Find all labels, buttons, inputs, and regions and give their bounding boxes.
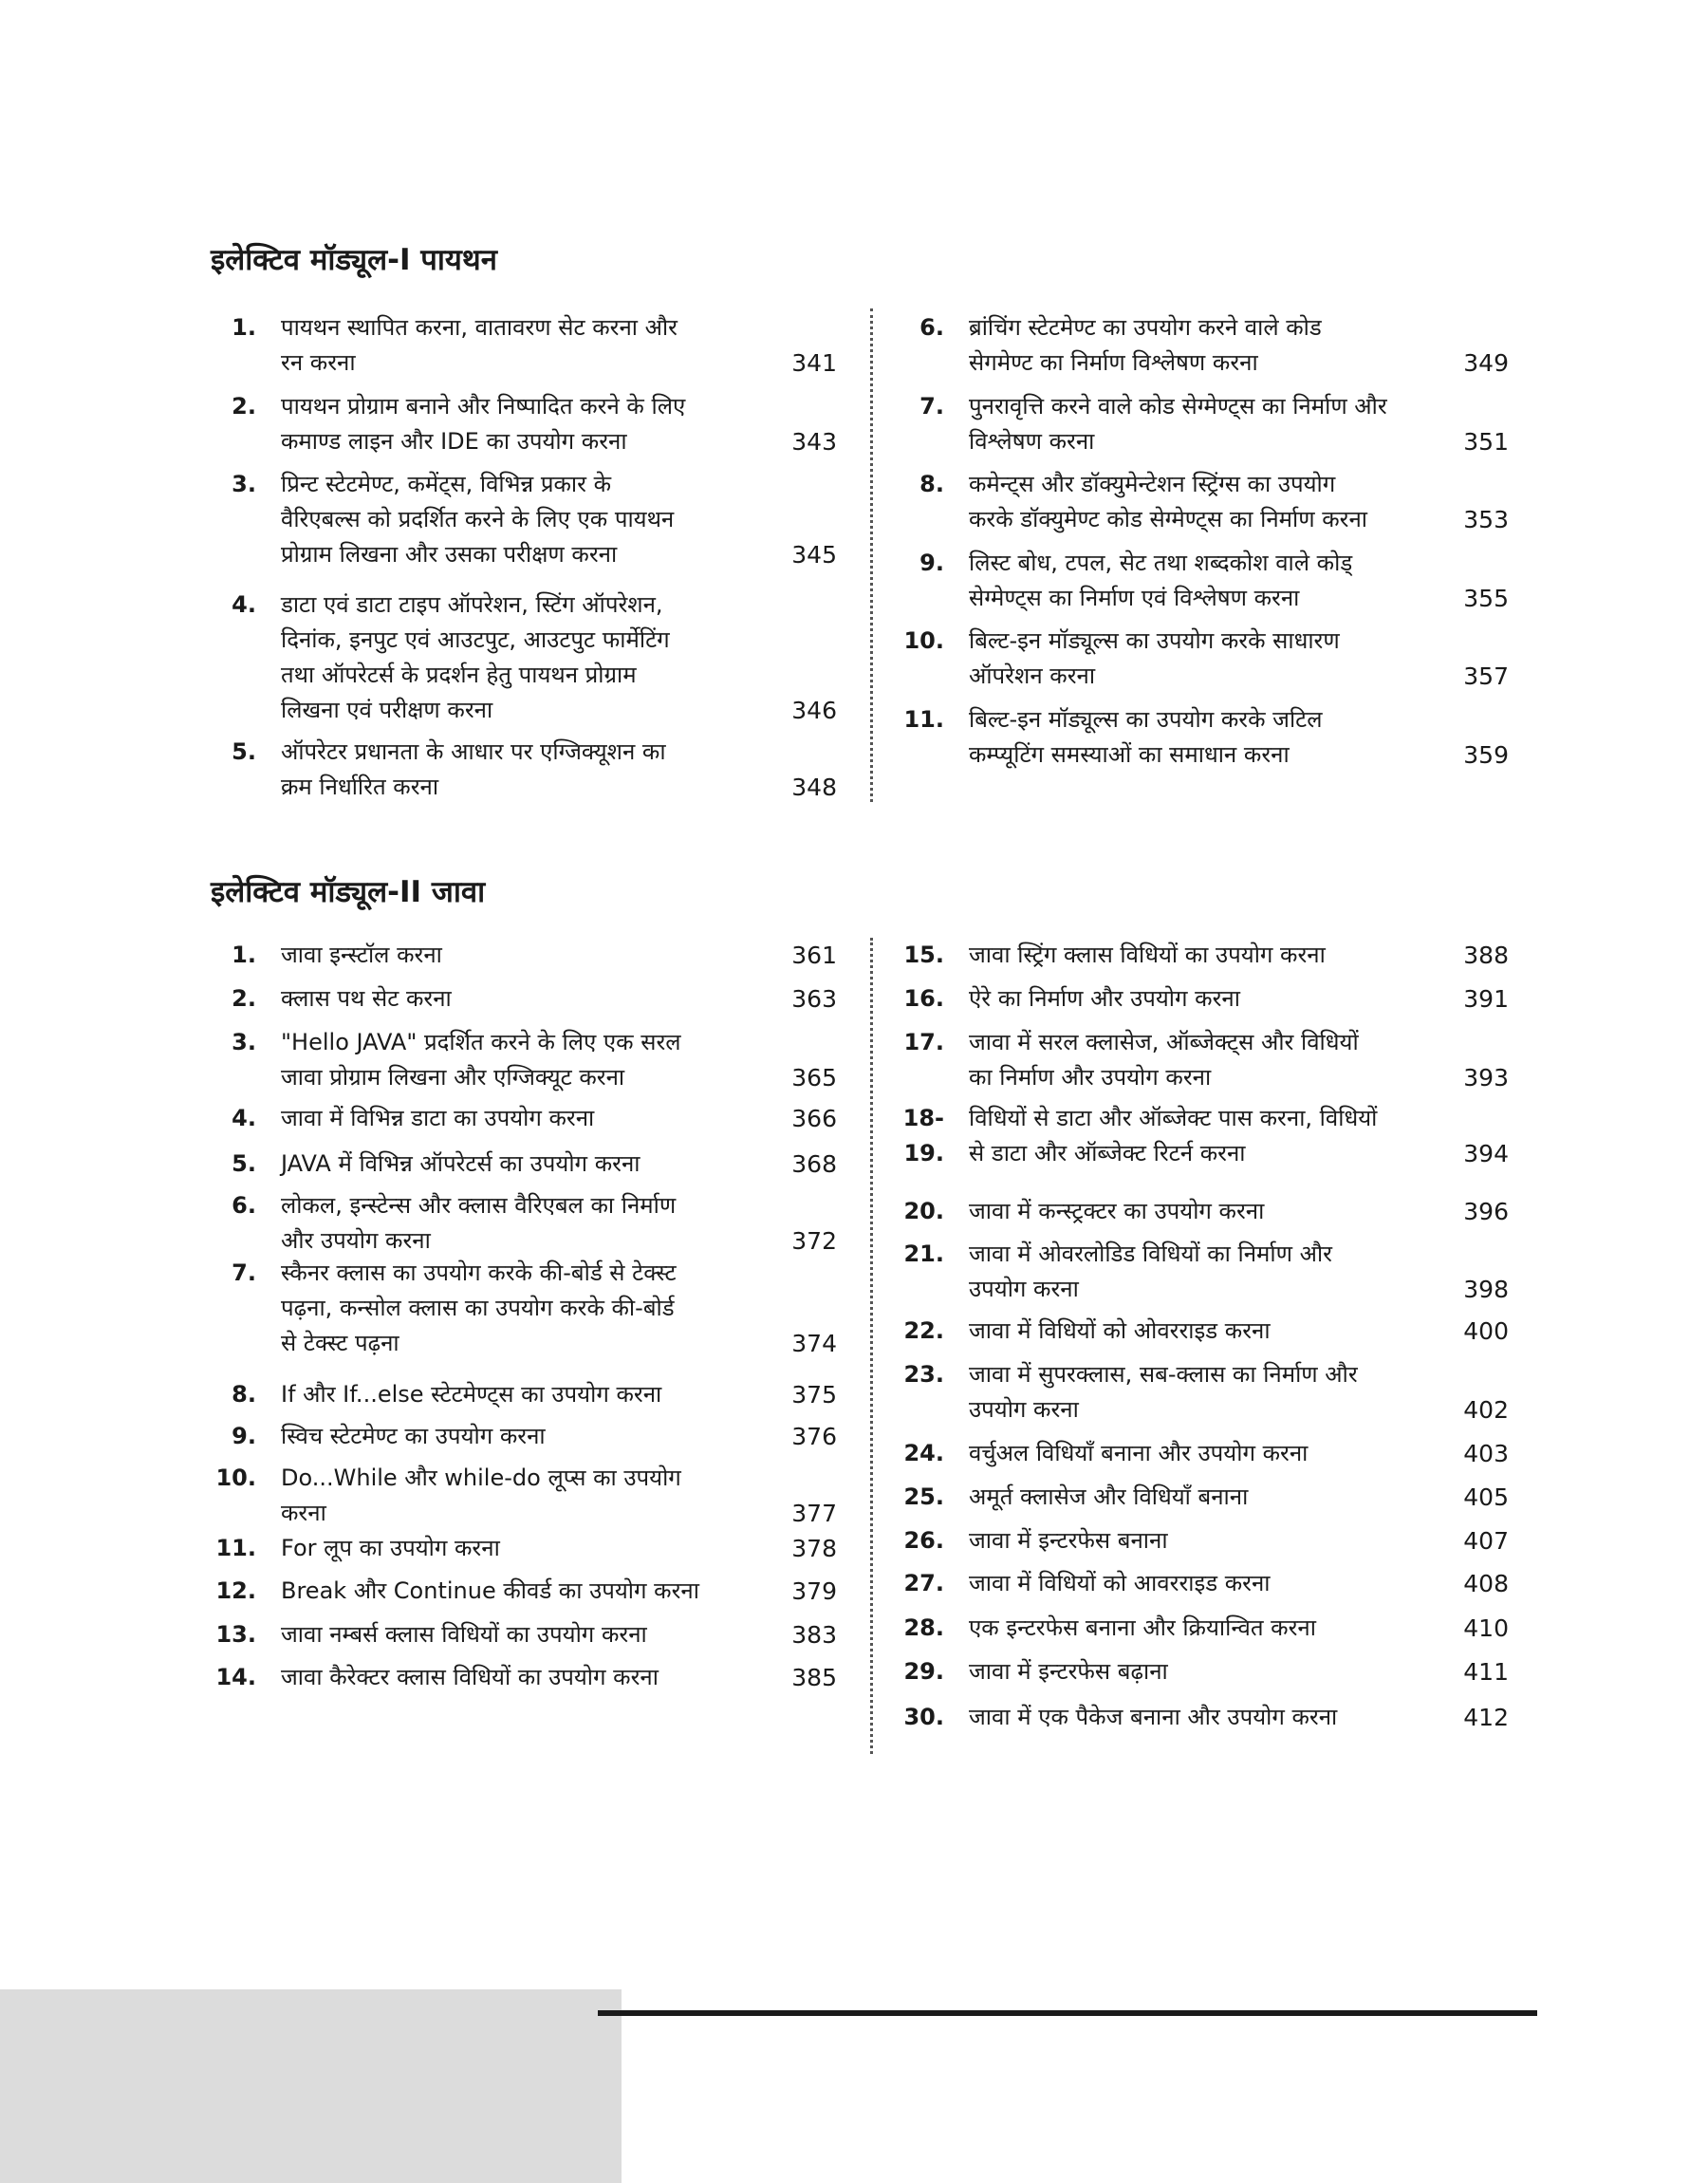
- entry-number: 27.: [903, 1570, 944, 1596]
- entry-page-number: 376: [791, 1423, 837, 1450]
- entry-number: 1.: [232, 942, 256, 968]
- entry-number: 2.: [232, 985, 256, 1012]
- entry-number: 3.: [232, 1029, 256, 1055]
- entry-page-number: 394: [1463, 1140, 1509, 1167]
- entry-number: 11.: [903, 706, 944, 733]
- toc-entry: [878, 546, 1509, 616]
- entry-page-number: 408: [1463, 1570, 1509, 1597]
- entry-title: जावा में ओवरलोडिड विधियों का निर्माण और उपयोग करना: [969, 1241, 1332, 1302]
- entry-number: 7.: [232, 1259, 256, 1286]
- entry-page-number: 341: [791, 349, 837, 377]
- entry-number: 11.: [215, 1535, 256, 1561]
- entry-page-number: 400: [1463, 1317, 1509, 1345]
- entry-title: विधियों से डाटा और ऑब्जेक्ट पास करना, विधियों से डाटा और ऑब्जेक्ट रिटर्न करना: [969, 1105, 1378, 1166]
- column-divider: [870, 308, 873, 802]
- toc-entry: [190, 1461, 837, 1531]
- entry-number: 5.: [232, 738, 256, 765]
- entry-number: 10.: [903, 627, 944, 654]
- entry-number: 12.: [215, 1577, 256, 1604]
- toc-entry: [190, 389, 837, 459]
- toc-entry: [878, 1523, 1509, 1558]
- entry-title: वर्चुअल विधियाँ बनाना और उपयोग करना: [969, 1440, 1309, 1466]
- toc-entry: [878, 624, 1509, 694]
- entry-title: जावा में विधियों को ओवरराइड करना: [969, 1317, 1271, 1344]
- entry-page-number: 353: [1463, 506, 1509, 533]
- toc-entry: [190, 310, 837, 381]
- entry-number: 24.: [903, 1440, 944, 1466]
- entry-title: क्लास पथ सेट करना: [281, 985, 452, 1012]
- entry-title: कमेन्ट्स और डॉक्युमेन्टेशन स्ट्रिंग्स का उपयोग करके डॉक्युमेण्ट कोड सेग्मेण्ट्स का निर्माण करना: [969, 471, 1368, 532]
- entry-title: बिल्ट-इन मॉड्यूल्स का उपयोग करके जटिल कम्प्यूटिंग समस्याओं का समाधान करना: [969, 706, 1323, 768]
- entry-page-number: 403: [1463, 1440, 1509, 1467]
- entry-number: 23.: [903, 1361, 944, 1388]
- entry-number: 9.: [919, 550, 944, 576]
- entry-page-number: 410: [1463, 1614, 1509, 1642]
- entry-number: 9.: [232, 1423, 256, 1449]
- entry-title: जावा कैरेक्टर क्लास विधियों का उपयोग करना: [281, 1664, 659, 1690]
- entry-number: 22.: [903, 1317, 944, 1344]
- toc-entry: [190, 1256, 837, 1361]
- toc-entry: [878, 1025, 1509, 1095]
- toc-entry: [878, 1237, 1509, 1307]
- entry-title: If और If...else स्टेटमेण्ट्स का उपयोग करना: [281, 1381, 662, 1408]
- entry-title: लिस्ट बोध, टपल, सेट तथा शब्दकोश वाले कोड् सेग्मेण्ट्स का निर्माण एवं विश्लेषण करना: [969, 550, 1353, 611]
- entry-page-number: 378: [791, 1535, 837, 1562]
- entry-number: 3.: [232, 471, 256, 497]
- entry-page-number: 388: [1463, 942, 1509, 969]
- entry-page-number: 407: [1463, 1527, 1509, 1555]
- entry-number: 2.: [232, 393, 256, 420]
- entry-number: 8.: [919, 471, 944, 497]
- toc-entry: [878, 1700, 1509, 1735]
- toc-entry: [190, 1377, 837, 1412]
- entry-title: जावा में कन्स्ट्रक्टर का उपयोग करना: [969, 1198, 1265, 1224]
- entry-page-number: 349: [1463, 349, 1509, 377]
- entry-page-number: 357: [1463, 662, 1509, 690]
- entry-number: 26.: [903, 1527, 944, 1554]
- toc-entry: [190, 467, 837, 572]
- toc-entry: [878, 1357, 1509, 1427]
- entry-number: 14.: [215, 1664, 256, 1690]
- entry-page-number: 345: [791, 541, 837, 569]
- column-divider: [870, 938, 873, 1754]
- entry-page-number: 412: [1463, 1704, 1509, 1731]
- entry-number: 6.: [232, 1192, 256, 1219]
- footer-gray-block: [0, 1989, 622, 2183]
- toc-entry: [878, 1654, 1509, 1689]
- toc-entry: [190, 1660, 837, 1695]
- entry-page-number: 355: [1463, 585, 1509, 612]
- toc-entry: [190, 1574, 837, 1609]
- entry-title: डाटा एवं डाटा टाइप ऑपरेशन, स्टिंग ऑपरेशन, दिनांक, इनपुट एवं आउटपुट, आउटपुट फार्मेटिंग तथा ऑपरेटर्स के प्रदर्शन हेतु पायथन प्रोग्राम लिखना एवं परीक्षण करना: [281, 591, 670, 723]
- entry-number: 17.: [903, 1029, 944, 1055]
- entry-title: जावा में एक पैकेज बनाना और उपयोग करना: [969, 1704, 1338, 1730]
- toc-entry: [878, 1611, 1509, 1646]
- entry-title: "Hello JAVA" प्रदर्शित करने के लिए एक सरल जावा प्रोग्राम लिखना और एग्जिक्यूट करना: [281, 1029, 681, 1091]
- entry-number: 1.: [232, 314, 256, 341]
- entry-title: For लूप का उपयोग करना: [281, 1535, 500, 1561]
- entry-number: 5.: [232, 1150, 256, 1177]
- entry-title: अमूर्त क्लासेज और विधियाँ बनाना: [969, 1483, 1249, 1510]
- toc-entry: [878, 310, 1509, 381]
- entry-title: प्रिन्ट स्टेटमेण्ट, कमेंट्स, विभिन्न प्रकार के वैरिएबल्स को प्रदर्शित करने के लिए एक पायथन प्रोग्राम लिखना और उसका परीक्षण करना: [281, 471, 675, 568]
- entry-title: जावा में इन्टरफेस बनाना: [969, 1527, 1168, 1554]
- entry-number: 21.: [903, 1241, 944, 1267]
- entry-title: ऐरे का निर्माण और उपयोग करना: [969, 985, 1240, 1012]
- entry-number: 4.: [232, 591, 256, 618]
- entry-page-number: 363: [791, 985, 837, 1013]
- java-toc-left-column: [190, 938, 837, 1745]
- entry-title: जावा स्ट्रिंग क्लास विधियों का उपयोग करना: [969, 942, 1326, 968]
- toc-entry: [190, 1025, 837, 1095]
- entry-title: स्विच स्टेटमेण्ट का उपयोग करना: [281, 1423, 546, 1449]
- entry-number: 25.: [903, 1483, 944, 1510]
- toc-entry: [190, 981, 837, 1017]
- entry-page-number: 385: [791, 1664, 837, 1691]
- entry-page-number: 374: [791, 1330, 837, 1357]
- entry-title: जावा इन्स्टॉल करना: [281, 942, 442, 968]
- entry-number: 20.: [903, 1198, 944, 1224]
- toc-entry: [878, 938, 1509, 973]
- entry-page-number: 402: [1463, 1396, 1509, 1424]
- entry-number: 7.: [919, 393, 944, 420]
- entry-page-number: 368: [791, 1150, 837, 1178]
- python-toc-left-column: [190, 310, 837, 804]
- entry-number: 29.: [903, 1658, 944, 1685]
- entry-title: स्कैनर क्लास का उपयोग करके की-बोर्ड से टेक्स्ट पढ़ना, कन्सोल क्लास का उपयोग करके की-बोर्ड से टेक्स्ट पढ़ना: [281, 1259, 677, 1356]
- entry-page-number: 375: [791, 1381, 837, 1409]
- toc-entry: [190, 1419, 837, 1454]
- toc-entry: [878, 389, 1509, 459]
- entry-page-number: 361: [791, 942, 837, 969]
- entry-title: JAVA में विभिन्न ऑपरेटर्स का उपयोग करना: [281, 1150, 640, 1177]
- entry-number: 16.: [903, 985, 944, 1012]
- toc-entry: [190, 1147, 837, 1182]
- toc-entry: [190, 735, 837, 805]
- toc-entry: [878, 1101, 1509, 1171]
- section-title-java: इलेक्टिव मॉड्यूल-II जावा: [211, 875, 486, 909]
- entry-page-number: 351: [1463, 428, 1509, 456]
- entry-page-number: 383: [791, 1621, 837, 1649]
- entry-page-number: 411: [1463, 1658, 1509, 1686]
- entry-title: जावा में इन्टरफेस बढ़ाना: [969, 1658, 1168, 1685]
- toc-entry: [190, 1101, 837, 1136]
- toc-entry: [878, 1436, 1509, 1471]
- toc-entry: [878, 981, 1509, 1017]
- toc-entry: [878, 1480, 1509, 1515]
- toc-entry: [190, 1188, 837, 1259]
- toc-entry: [190, 1617, 837, 1652]
- entry-page-number: 372: [791, 1227, 837, 1255]
- toc-entry: [878, 1314, 1509, 1349]
- entry-page-number: 359: [1463, 741, 1509, 769]
- entry-number: 13.: [215, 1621, 256, 1648]
- entry-page-number: 366: [791, 1105, 837, 1132]
- entry-number: 30.: [903, 1704, 944, 1730]
- toc-entry: [190, 588, 837, 728]
- entry-title: ऑपरेटर प्रधानता के आधार पर एग्जिक्यूशन का क्रम निर्धारित करना: [281, 738, 666, 800]
- entry-title: ब्रांचिंग स्टेटमेण्ट का उपयोग करने वाले कोड सेगमेण्ट का निर्माण विश्लेषण करना: [969, 314, 1322, 376]
- entry-title: जावा में विभिन्न डाटा का उपयोग करना: [281, 1105, 595, 1131]
- entry-page-number: 343: [791, 428, 837, 456]
- entry-title: जावा में सरल क्लासेज, ऑब्जेक्ट्स और विधियों का निर्माण और उपयोग करना: [969, 1029, 1359, 1091]
- entry-page-number: 379: [791, 1577, 837, 1605]
- entry-page-number: 348: [791, 774, 837, 801]
- entry-number: 28.: [903, 1614, 944, 1641]
- entry-title: Break और Continue कीवर्ड का उपयोग करना: [281, 1577, 699, 1604]
- entry-title: जावा में विधियों को आवरराइड करना: [969, 1570, 1271, 1596]
- entry-title: एक इन्टरफेस बनाना और क्रियान्वित करना: [969, 1614, 1316, 1641]
- entry-title: पायथन स्थापित करना, वातावरण सेट करना और रन करना: [281, 314, 678, 376]
- footer-rule: [598, 2010, 1537, 2016]
- entry-page-number: 377: [791, 1500, 837, 1527]
- toc-entry: [878, 702, 1509, 773]
- java-toc-right-column: [878, 938, 1509, 1745]
- entry-page-number: 405: [1463, 1483, 1509, 1511]
- entry-number: 4.: [232, 1105, 256, 1131]
- entry-title: पायथन प्रोग्राम बनाने और निष्पादित करने के लिए कमाण्ड लाइन और IDE का उपयोग करना: [281, 393, 686, 455]
- entry-page-number: 393: [1463, 1064, 1509, 1092]
- entry-title: लोकल, इन्स्टेन्स और क्लास वैरिएबल का निर्माण और उपयोग करना: [281, 1192, 677, 1254]
- entry-number: 18-19.: [902, 1105, 944, 1166]
- entry-number: 6.: [919, 314, 944, 341]
- entry-title: जावा में सुपरक्लास, सब-क्लास का निर्माण और उपयोग करना: [969, 1361, 1358, 1423]
- entry-number: 8.: [232, 1381, 256, 1408]
- toc-entry: [878, 1194, 1509, 1229]
- entry-number: 10.: [215, 1465, 256, 1491]
- toc-entry: [878, 467, 1509, 537]
- entry-page-number: 398: [1463, 1276, 1509, 1303]
- entry-page-number: 365: [791, 1064, 837, 1092]
- entry-page-number: 346: [791, 697, 837, 724]
- entry-title: बिल्ट-इन मॉड्यूल्स का उपयोग करके साधारण ऑपरेशन करना: [969, 627, 1340, 689]
- entry-title: पुनरावृत्ति करने वाले कोड सेग्मेण्ट्स का निर्माण और विश्लेषण करना: [969, 393, 1387, 455]
- entry-title: जावा नम्बर्स क्लास विधियों का उपयोग करना: [281, 1621, 647, 1648]
- toc-entry: [190, 1531, 837, 1566]
- entry-number: 15.: [903, 942, 944, 968]
- toc-entry: [190, 938, 837, 973]
- entry-title: Do...While और while-do लूप्स का उपयोग करना: [281, 1465, 681, 1526]
- entry-page-number: 391: [1463, 985, 1509, 1013]
- python-toc-right-column: [878, 310, 1509, 804]
- section-title-python: इलेक्टिव मॉड्यूल-I पायथन: [211, 243, 497, 277]
- toc-entry: [878, 1566, 1509, 1601]
- entry-page-number: 396: [1463, 1198, 1509, 1225]
